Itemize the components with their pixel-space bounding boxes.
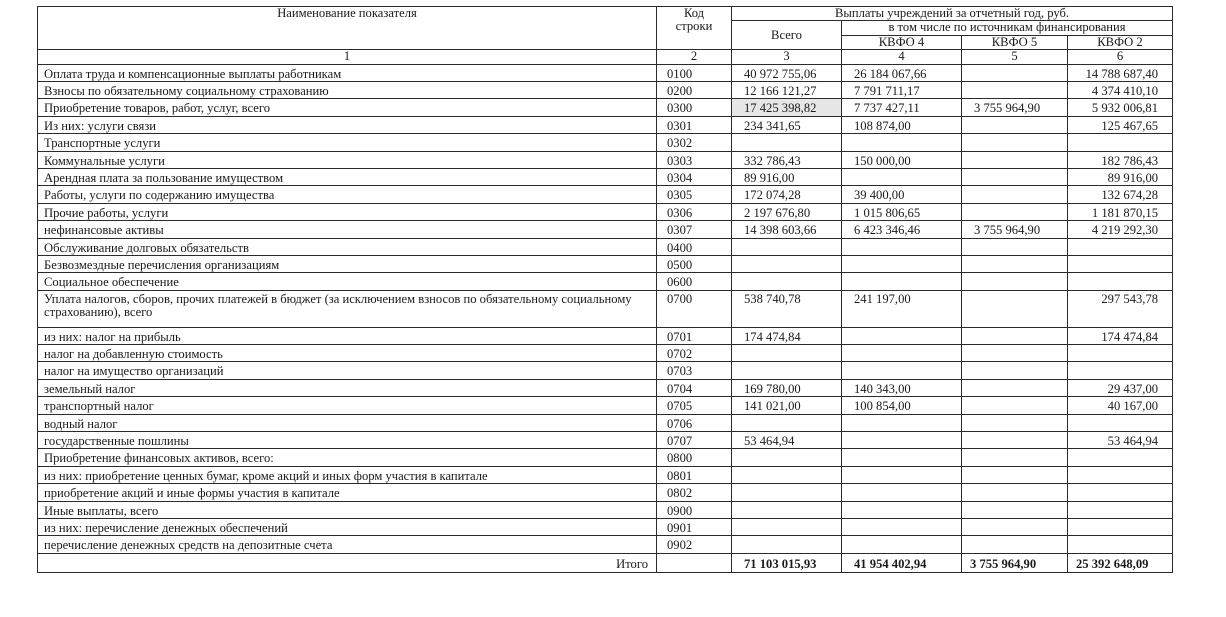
row-kvfo4: 6 423 346,46 <box>842 221 962 238</box>
table-row <box>38 362 1173 379</box>
row-name: из них: приобретение ценных бумаг, кроме акций и иных форм участия в капитале <box>38 466 657 483</box>
column-number: 4 <box>842 50 962 64</box>
row-name: Приобретение финансовых активов, всего: <box>38 449 657 466</box>
row-kvfo5 <box>962 82 1068 99</box>
column-number: 5 <box>962 50 1068 64</box>
row-kvfo4: 108 874,00 <box>842 116 962 133</box>
row-kvfo5 <box>962 379 1068 396</box>
row-name: Арендная плата за пользование имуществом <box>38 168 657 185</box>
header-kvfo2: КВФО 2 <box>1068 35 1173 49</box>
row-kvfo4 <box>842 484 962 501</box>
row-kvfo5 <box>962 432 1068 449</box>
row-total: 40 972 755,06 <box>732 64 842 81</box>
row-kvfo4: 1 015 806,65 <box>842 203 962 220</box>
row-total: 169 780,00 <box>732 379 842 396</box>
row-kvfo5 <box>962 203 1068 220</box>
row-kvfo4 <box>842 345 962 362</box>
row-kvfo2 <box>1068 449 1173 466</box>
row-code: 0802 <box>657 484 732 501</box>
row-kvfo2: 132 674,28 <box>1068 186 1173 203</box>
row-total <box>732 501 842 518</box>
row-name: Коммунальные услуги <box>38 151 657 168</box>
row-kvfo5 <box>962 134 1068 151</box>
table-row <box>38 238 1173 255</box>
row-kvfo4 <box>842 501 962 518</box>
row-code: 0901 <box>657 519 732 536</box>
table-row <box>38 397 1173 414</box>
row-kvfo5 <box>962 414 1068 431</box>
row-code: 0300 <box>657 99 732 116</box>
row-name: Приобретение товаров, работ, услуг, всего <box>38 99 657 116</box>
row-code: 0301 <box>657 116 732 133</box>
header-including: в том числе по источникам финансирования <box>842 21 1173 35</box>
row-kvfo5 <box>962 484 1068 501</box>
row-total: 332 786,43 <box>732 151 842 168</box>
header-name: Наименование показателя <box>38 7 657 50</box>
row-kvfo2: 174 474,84 <box>1068 327 1173 344</box>
row-total <box>732 449 842 466</box>
header-payments: Выплаты учреждений за отчетный год, руб. <box>732 7 1173 21</box>
row-total <box>732 345 842 362</box>
row-kvfo2 <box>1068 501 1173 518</box>
total-sum: 71 103 015,93 <box>732 553 842 572</box>
row-name: перечисление денежных средств на депозитные счета <box>38 536 657 553</box>
column-numbers <box>38 50 1173 64</box>
row-total <box>732 536 842 553</box>
row-kvfo2: 182 786,43 <box>1068 151 1173 168</box>
row-kvfo2: 1 181 870,15 <box>1068 203 1173 220</box>
row-code: 0400 <box>657 238 732 255</box>
row-kvfo5 <box>962 290 1068 327</box>
row-total: 53 464,94 <box>732 432 842 449</box>
row-kvfo2: 29 437,00 <box>1068 379 1173 396</box>
row-kvfo2 <box>1068 484 1173 501</box>
row-code: 0704 <box>657 379 732 396</box>
row-kvfo4: 26 184 067,66 <box>842 64 962 81</box>
row-name: Взносы по обязательному социальному страхованию <box>38 82 657 99</box>
row-kvfo5 <box>962 519 1068 536</box>
row-name: Иные выплаты, всего <box>38 501 657 518</box>
row-code: 0700 <box>657 290 732 327</box>
row-kvfo5 <box>962 168 1068 185</box>
row-code: 0600 <box>657 273 732 290</box>
row-name: Обслуживание долговых обязательств <box>38 238 657 255</box>
total-row <box>38 553 1173 572</box>
row-total <box>732 362 842 379</box>
row-kvfo2 <box>1068 362 1173 379</box>
row-kvfo4 <box>842 432 962 449</box>
row-kvfo5 <box>962 255 1068 272</box>
row-total: 234 341,65 <box>732 116 842 133</box>
row-kvfo2: 40 167,00 <box>1068 397 1173 414</box>
row-kvfo2 <box>1068 466 1173 483</box>
row-kvfo2 <box>1068 273 1173 290</box>
row-kvfo4 <box>842 362 962 379</box>
table-row <box>38 501 1173 518</box>
table-row <box>38 221 1173 238</box>
total-kvfo5: 3 755 964,90 <box>962 553 1068 572</box>
row-name: из них: налог на прибыль <box>38 327 657 344</box>
row-name: Уплата налогов, сборов, прочих платежей в бюджет (за исключением взносов по обязательному социальному страхованию), всего <box>38 290 657 327</box>
row-name: приобретение акций и иные формы участия в капитале <box>38 484 657 501</box>
row-name: из них: перечисление денежных обеспечений <box>38 519 657 536</box>
header-kvfo4: КВФО 4 <box>842 35 962 49</box>
row-total: 12 166 121,27 <box>732 82 842 99</box>
header-kvfo5: КВФО 5 <box>962 35 1068 49</box>
table-row <box>38 151 1173 168</box>
row-total: 172 074,28 <box>732 186 842 203</box>
row-kvfo5 <box>962 64 1068 81</box>
row-name: Из них: услуги связи <box>38 116 657 133</box>
row-kvfo4: 100 854,00 <box>842 397 962 414</box>
row-total: 2 197 676,80 <box>732 203 842 220</box>
row-kvfo5 <box>962 345 1068 362</box>
row-kvfo2: 89 916,00 <box>1068 168 1173 185</box>
row-kvfo4 <box>842 134 962 151</box>
total-kvfo4: 41 954 402,94 <box>842 553 962 572</box>
row-name: нефинансовые активы <box>38 221 657 238</box>
row-name: государственные пошлины <box>38 432 657 449</box>
row-kvfo2: 125 467,65 <box>1068 116 1173 133</box>
row-total <box>732 238 842 255</box>
table-row <box>38 449 1173 466</box>
row-kvfo5 <box>962 273 1068 290</box>
row-total <box>732 255 842 272</box>
table-row <box>38 432 1173 449</box>
row-kvfo5: 3 755 964,90 <box>962 221 1068 238</box>
row-total: 14 398 603,66 <box>732 221 842 238</box>
table-row <box>38 519 1173 536</box>
row-name: транспортный налог <box>38 397 657 414</box>
row-code: 0306 <box>657 203 732 220</box>
row-code: 0902 <box>657 536 732 553</box>
row-kvfo5 <box>962 501 1068 518</box>
table-row <box>38 379 1173 396</box>
table-row <box>38 414 1173 431</box>
row-code: 0707 <box>657 432 732 449</box>
row-name: Безвозмездные перечисления организациям <box>38 255 657 272</box>
table-row <box>38 168 1173 185</box>
header-code: Код строки <box>657 7 732 50</box>
row-kvfo2: 5 932 006,81 <box>1068 99 1173 116</box>
row-total <box>732 273 842 290</box>
row-kvfo5 <box>962 151 1068 168</box>
table-row <box>38 134 1173 151</box>
row-kvfo5 <box>962 362 1068 379</box>
row-total: 17 425 398,82 <box>732 99 842 116</box>
row-code: 0702 <box>657 345 732 362</box>
row-kvfo5 <box>962 397 1068 414</box>
row-kvfo5: 3 755 964,90 <box>962 99 1068 116</box>
row-total: 538 740,78 <box>732 290 842 327</box>
table-header <box>38 7 1173 65</box>
row-name: Работы, услуги по содержанию имущества <box>38 186 657 203</box>
row-kvfo2: 53 464,94 <box>1068 432 1173 449</box>
row-code: 0900 <box>657 501 732 518</box>
row-kvfo2 <box>1068 238 1173 255</box>
row-kvfo4: 7 791 711,17 <box>842 82 962 99</box>
row-code: 0801 <box>657 466 732 483</box>
row-code: 0305 <box>657 186 732 203</box>
row-code: 0800 <box>657 449 732 466</box>
row-kvfo2: 4 374 410,10 <box>1068 82 1173 99</box>
table-row <box>38 255 1173 272</box>
row-code: 0100 <box>657 64 732 81</box>
row-total <box>732 134 842 151</box>
row-kvfo2 <box>1068 255 1173 272</box>
row-code: 0304 <box>657 168 732 185</box>
row-kvfo4 <box>842 168 962 185</box>
payments-report <box>37 6 1173 573</box>
row-kvfo2: 297 543,78 <box>1068 290 1173 327</box>
row-total: 141 021,00 <box>732 397 842 414</box>
row-name: Транспортные услуги <box>38 134 657 151</box>
row-code: 0500 <box>657 255 732 272</box>
row-kvfo4 <box>842 536 962 553</box>
row-code: 0706 <box>657 414 732 431</box>
row-kvfo2: 14 788 687,40 <box>1068 64 1173 81</box>
column-number: 3 <box>732 50 842 64</box>
table-row <box>38 484 1173 501</box>
row-kvfo4 <box>842 414 962 431</box>
row-code: 0200 <box>657 82 732 99</box>
row-code: 0307 <box>657 221 732 238</box>
row-kvfo5 <box>962 327 1068 344</box>
table-footer <box>38 553 1173 572</box>
row-kvfo5 <box>962 536 1068 553</box>
row-kvfo2: 4 219 292,30 <box>1068 221 1173 238</box>
table-row <box>38 116 1173 133</box>
table-row <box>38 203 1173 220</box>
row-total: 174 474,84 <box>732 327 842 344</box>
row-total: 89 916,00 <box>732 168 842 185</box>
row-kvfo2 <box>1068 536 1173 553</box>
row-name: Социальное обеспечение <box>38 273 657 290</box>
table-row <box>38 186 1173 203</box>
row-name: Прочие работы, услуги <box>38 203 657 220</box>
row-name: налог на имущество организаций <box>38 362 657 379</box>
row-total <box>732 466 842 483</box>
row-kvfo4: 241 197,00 <box>842 290 962 327</box>
row-kvfo4 <box>842 466 962 483</box>
row-kvfo2 <box>1068 414 1173 431</box>
table-row <box>38 273 1173 290</box>
row-kvfo5 <box>962 449 1068 466</box>
row-code: 0701 <box>657 327 732 344</box>
row-kvfo4 <box>842 273 962 290</box>
row-kvfo4: 150 000,00 <box>842 151 962 168</box>
header-total: Всего <box>732 21 842 50</box>
row-kvfo4 <box>842 449 962 466</box>
row-code: 0705 <box>657 397 732 414</box>
row-kvfo2 <box>1068 134 1173 151</box>
row-kvfo4 <box>842 255 962 272</box>
row-total <box>732 484 842 501</box>
row-kvfo5 <box>962 186 1068 203</box>
table-row <box>38 82 1173 99</box>
row-code: 0703 <box>657 362 732 379</box>
row-kvfo4 <box>842 327 962 344</box>
row-name: земельный налог <box>38 379 657 396</box>
table-row <box>38 290 1173 327</box>
row-total <box>732 414 842 431</box>
table-row <box>38 466 1173 483</box>
column-number: 1 <box>38 50 657 64</box>
table-row <box>38 345 1173 362</box>
table-row <box>38 536 1173 553</box>
row-name: Оплата труда и компенсационные выплаты работникам <box>38 64 657 81</box>
row-name: налог на добавленную стоимость <box>38 345 657 362</box>
row-kvfo4: 140 343,00 <box>842 379 962 396</box>
column-number: 2 <box>657 50 732 64</box>
row-kvfo4: 39 400,00 <box>842 186 962 203</box>
row-code: 0302 <box>657 134 732 151</box>
table-body <box>38 64 1173 553</box>
row-kvfo4 <box>842 519 962 536</box>
row-name: водный налог <box>38 414 657 431</box>
row-kvfo2 <box>1068 345 1173 362</box>
table-row <box>38 64 1173 81</box>
row-kvfo4: 7 737 427,11 <box>842 99 962 116</box>
table-row <box>38 99 1173 116</box>
row-code: 0303 <box>657 151 732 168</box>
table-row <box>38 327 1173 344</box>
row-kvfo5 <box>962 238 1068 255</box>
row-kvfo5 <box>962 466 1068 483</box>
row-total <box>732 519 842 536</box>
row-kvfo2 <box>1068 519 1173 536</box>
total-code <box>657 553 732 572</box>
payments-table <box>37 6 1173 573</box>
total-kvfo2: 25 392 648,09 <box>1068 553 1173 572</box>
column-number: 6 <box>1068 50 1173 64</box>
row-kvfo5 <box>962 116 1068 133</box>
total-label: Итого <box>38 553 657 572</box>
row-kvfo4 <box>842 238 962 255</box>
